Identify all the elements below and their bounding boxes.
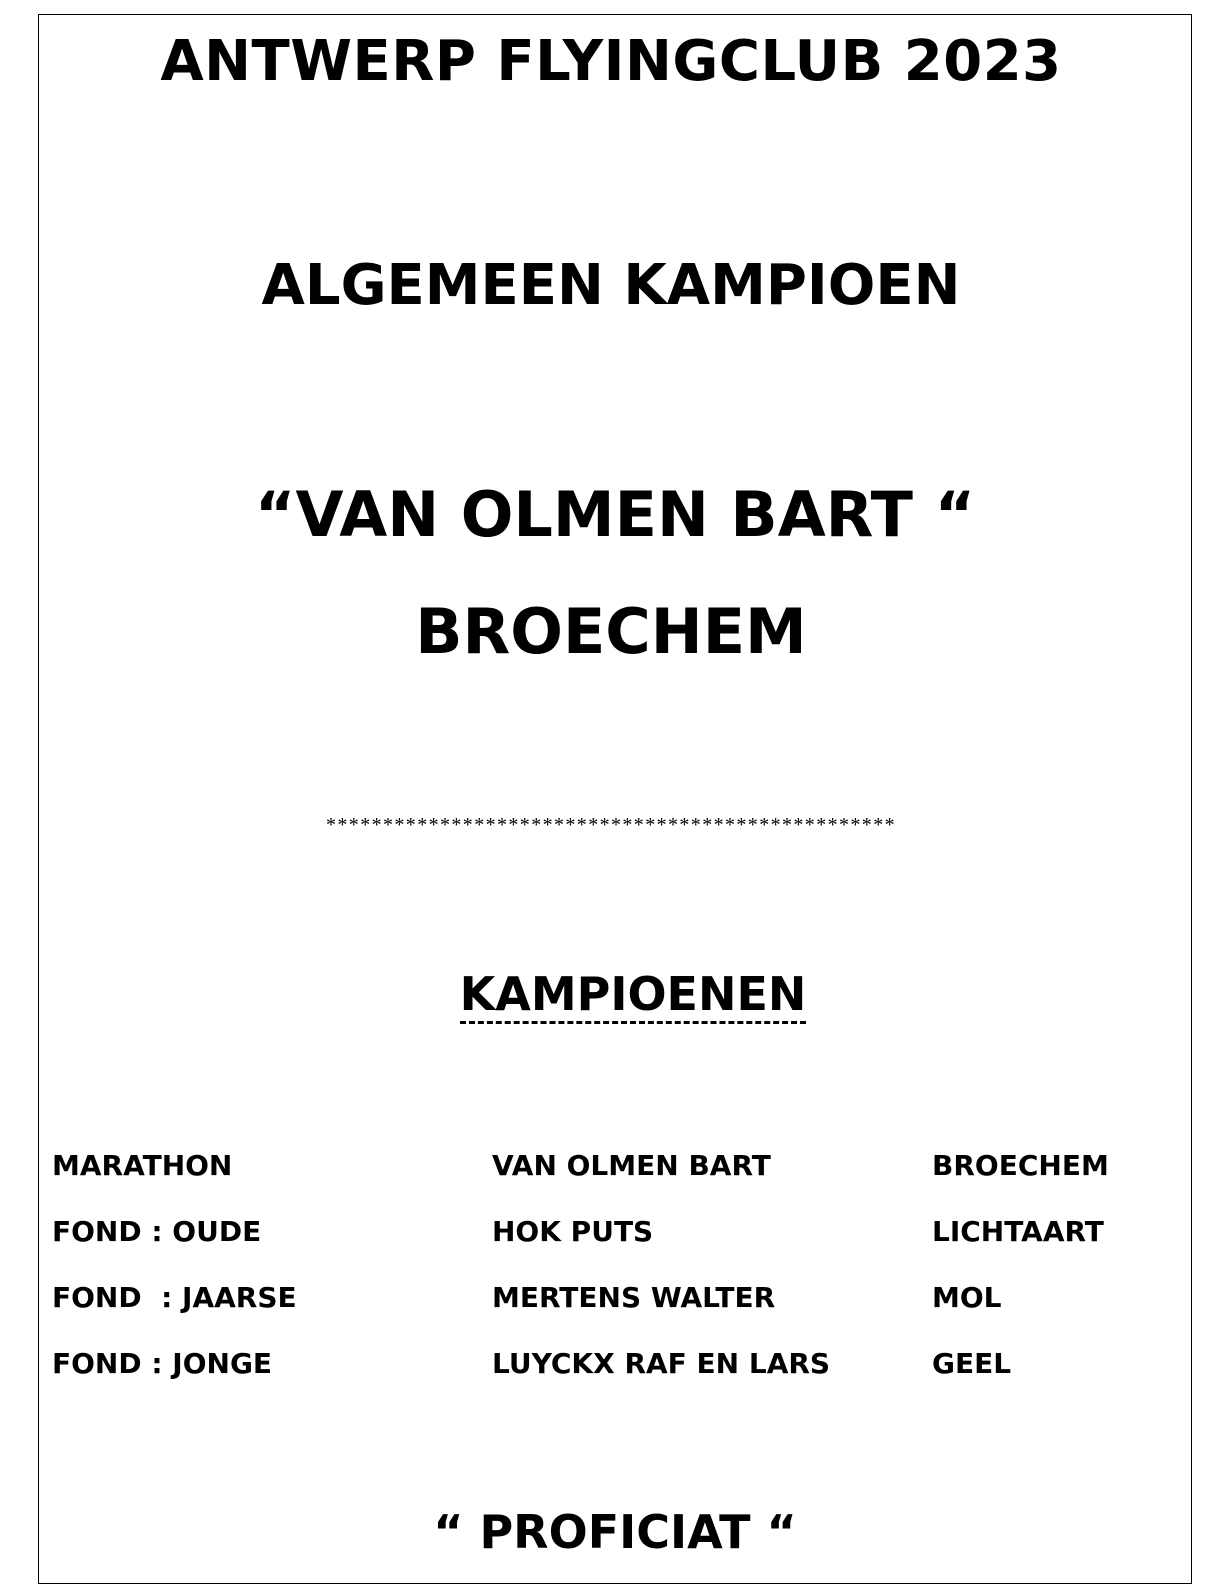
section-heading-kampioenen: [22, 962, 1222, 1026]
result-name: LUYCKX RAF EN LARS: [492, 1347, 831, 1380]
result-row: [52, 1208, 1152, 1274]
asterisk-separator: **************************************************: [326, 814, 896, 836]
result-place: MOL: [932, 1281, 1002, 1314]
result-category: MARATHON: [52, 1149, 233, 1182]
champion-place: BROECHEM: [415, 595, 807, 668]
section-heading-text: KAMPIOENEN: [460, 967, 807, 1024]
result-category: FOND : JONGE: [52, 1347, 273, 1380]
result-place: BROECHEM: [932, 1149, 1109, 1182]
document-title: ANTWERP FLYINGCLUB 2023: [160, 29, 1062, 94]
closing-proficiat: “ PROFICIAT “: [433, 1505, 797, 1559]
result-category: FOND : OUDE: [52, 1215, 262, 1248]
result-row: [52, 1340, 1152, 1406]
result-place: GEEL: [932, 1347, 1012, 1380]
subtitle-algemeen-kampioen: ALGEMEEN KAMPIOEN: [261, 253, 961, 318]
result-name: MERTENS WALTER: [492, 1281, 776, 1314]
result-row: [52, 1274, 1152, 1340]
champion-name: “VAN OLMEN BART “: [254, 478, 976, 551]
result-name: HOK PUTS: [492, 1215, 654, 1248]
result-place: LICHTAART: [932, 1215, 1104, 1248]
results-table: [52, 1142, 1152, 1406]
result-category: FOND : JAARSE: [52, 1281, 297, 1314]
result-name: VAN OLMEN BART: [492, 1149, 771, 1182]
result-row: [52, 1142, 1152, 1208]
